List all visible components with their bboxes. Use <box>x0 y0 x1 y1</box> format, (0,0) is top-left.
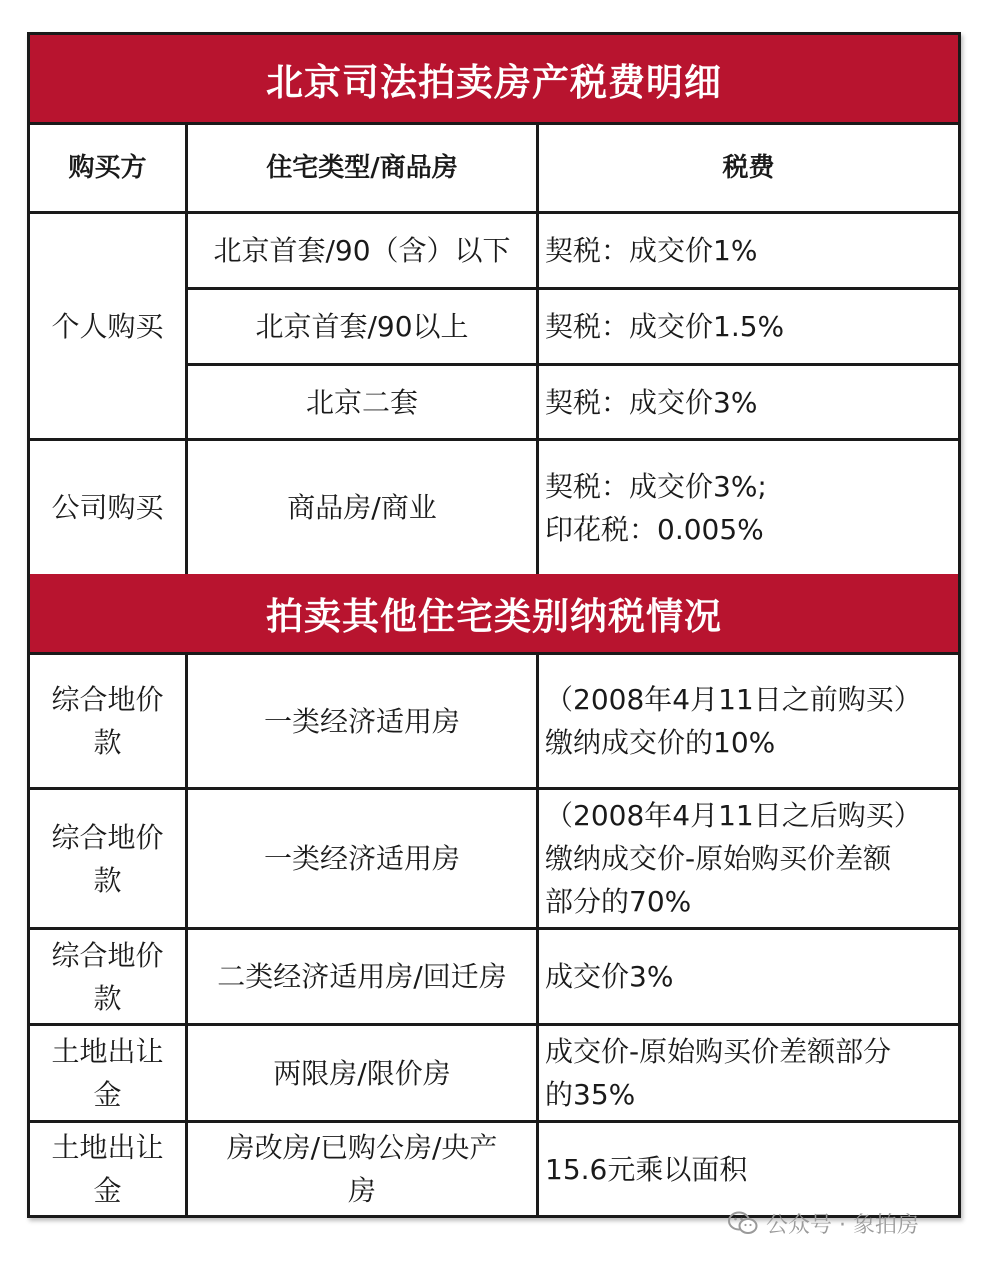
item-line: 金 <box>93 1078 122 1111</box>
tax-line: 缴纳成交价-原始购买价差额 <box>545 842 892 875</box>
column-divider <box>185 655 188 1215</box>
tax-line: 的35% <box>545 1078 636 1111</box>
tax-cell: 契税：成交价1% <box>545 234 758 267</box>
tax-cell <box>539 790 958 927</box>
tax-line: 印花税：0.005% <box>545 512 764 546</box>
tax-table <box>27 32 961 1218</box>
column-divider <box>185 125 188 574</box>
column-divider <box>536 655 539 1215</box>
tax-cell: 契税：成交价3% <box>545 385 758 419</box>
watermark-text: 公众号 · 象拍房 <box>766 1212 919 1238</box>
item-line: 土地出让 <box>51 1035 164 1068</box>
housing-type-cell: 一类经济适用房 <box>263 842 460 875</box>
item-cell <box>30 655 185 787</box>
item-line: 综合地价 <box>51 820 164 854</box>
housing-type-cell: 两限房/限价房 <box>273 1056 451 1090</box>
type-line: 房改房/已购公房/央产 <box>226 1131 498 1164</box>
buyer-individual: 个人购买 <box>51 309 164 343</box>
tax-line: 缴纳成交价的10% <box>545 726 776 759</box>
item-line: 综合地价 <box>51 683 164 716</box>
item-line: 综合地价 <box>51 938 164 972</box>
watermark <box>728 1206 919 1240</box>
housing-type-cell: 商品房/商业 <box>287 491 437 524</box>
item-cell <box>30 1026 185 1120</box>
type-line: 房 <box>347 1174 376 1207</box>
housing-type-cell <box>188 1123 536 1215</box>
section1-title: 北京司法拍卖房产税费明细 <box>30 35 958 122</box>
tax-line: （2008年4月11日之后购买） <box>545 799 922 832</box>
wechat-icon <box>728 1211 758 1235</box>
item-line: 款 <box>93 726 122 759</box>
housing-type-cell: 二类经济适用房/回迁房 <box>217 960 507 993</box>
header-buyer: 购买方 <box>68 152 147 183</box>
tax-cell <box>539 1026 958 1120</box>
tax-cell <box>539 441 958 574</box>
item-line: 款 <box>93 981 122 1015</box>
item-cell <box>30 790 185 927</box>
header-housing-type: 住宅类型/商品房 <box>266 152 458 183</box>
tax-cell: 契税：成交价1.5% <box>545 310 785 343</box>
column-divider <box>536 125 539 574</box>
tax-line: 部分的70% <box>545 885 692 918</box>
item-line: 款 <box>93 863 122 897</box>
buyer-company: 公司购买 <box>51 491 164 524</box>
tax-line: 契税：成交价3%; <box>545 469 767 503</box>
tax-line: 成交价-原始购买价差额部分 <box>545 1035 892 1068</box>
housing-type-cell: 北京首套/90以上 <box>255 310 469 343</box>
tax-line: （2008年4月11日之前购买） <box>545 683 922 716</box>
item-cell <box>30 930 185 1023</box>
tax-cell: 15.6元乘以面积 <box>545 1152 748 1186</box>
header-tax: 税费 <box>722 152 775 183</box>
item-line: 金 <box>93 1174 122 1207</box>
housing-type-cell: 北京首套/90（含）以下 <box>213 234 511 267</box>
item-cell <box>30 1123 185 1215</box>
item-line: 土地出让 <box>51 1131 164 1164</box>
section2-title: 拍卖其他住宅类别纳税情况 <box>30 574 958 652</box>
housing-type-cell: 北京二套 <box>305 385 418 419</box>
tax-cell <box>539 655 958 787</box>
tax-cell: 成交价3% <box>545 960 674 993</box>
housing-type-cell: 一类经济适用房 <box>263 704 460 738</box>
